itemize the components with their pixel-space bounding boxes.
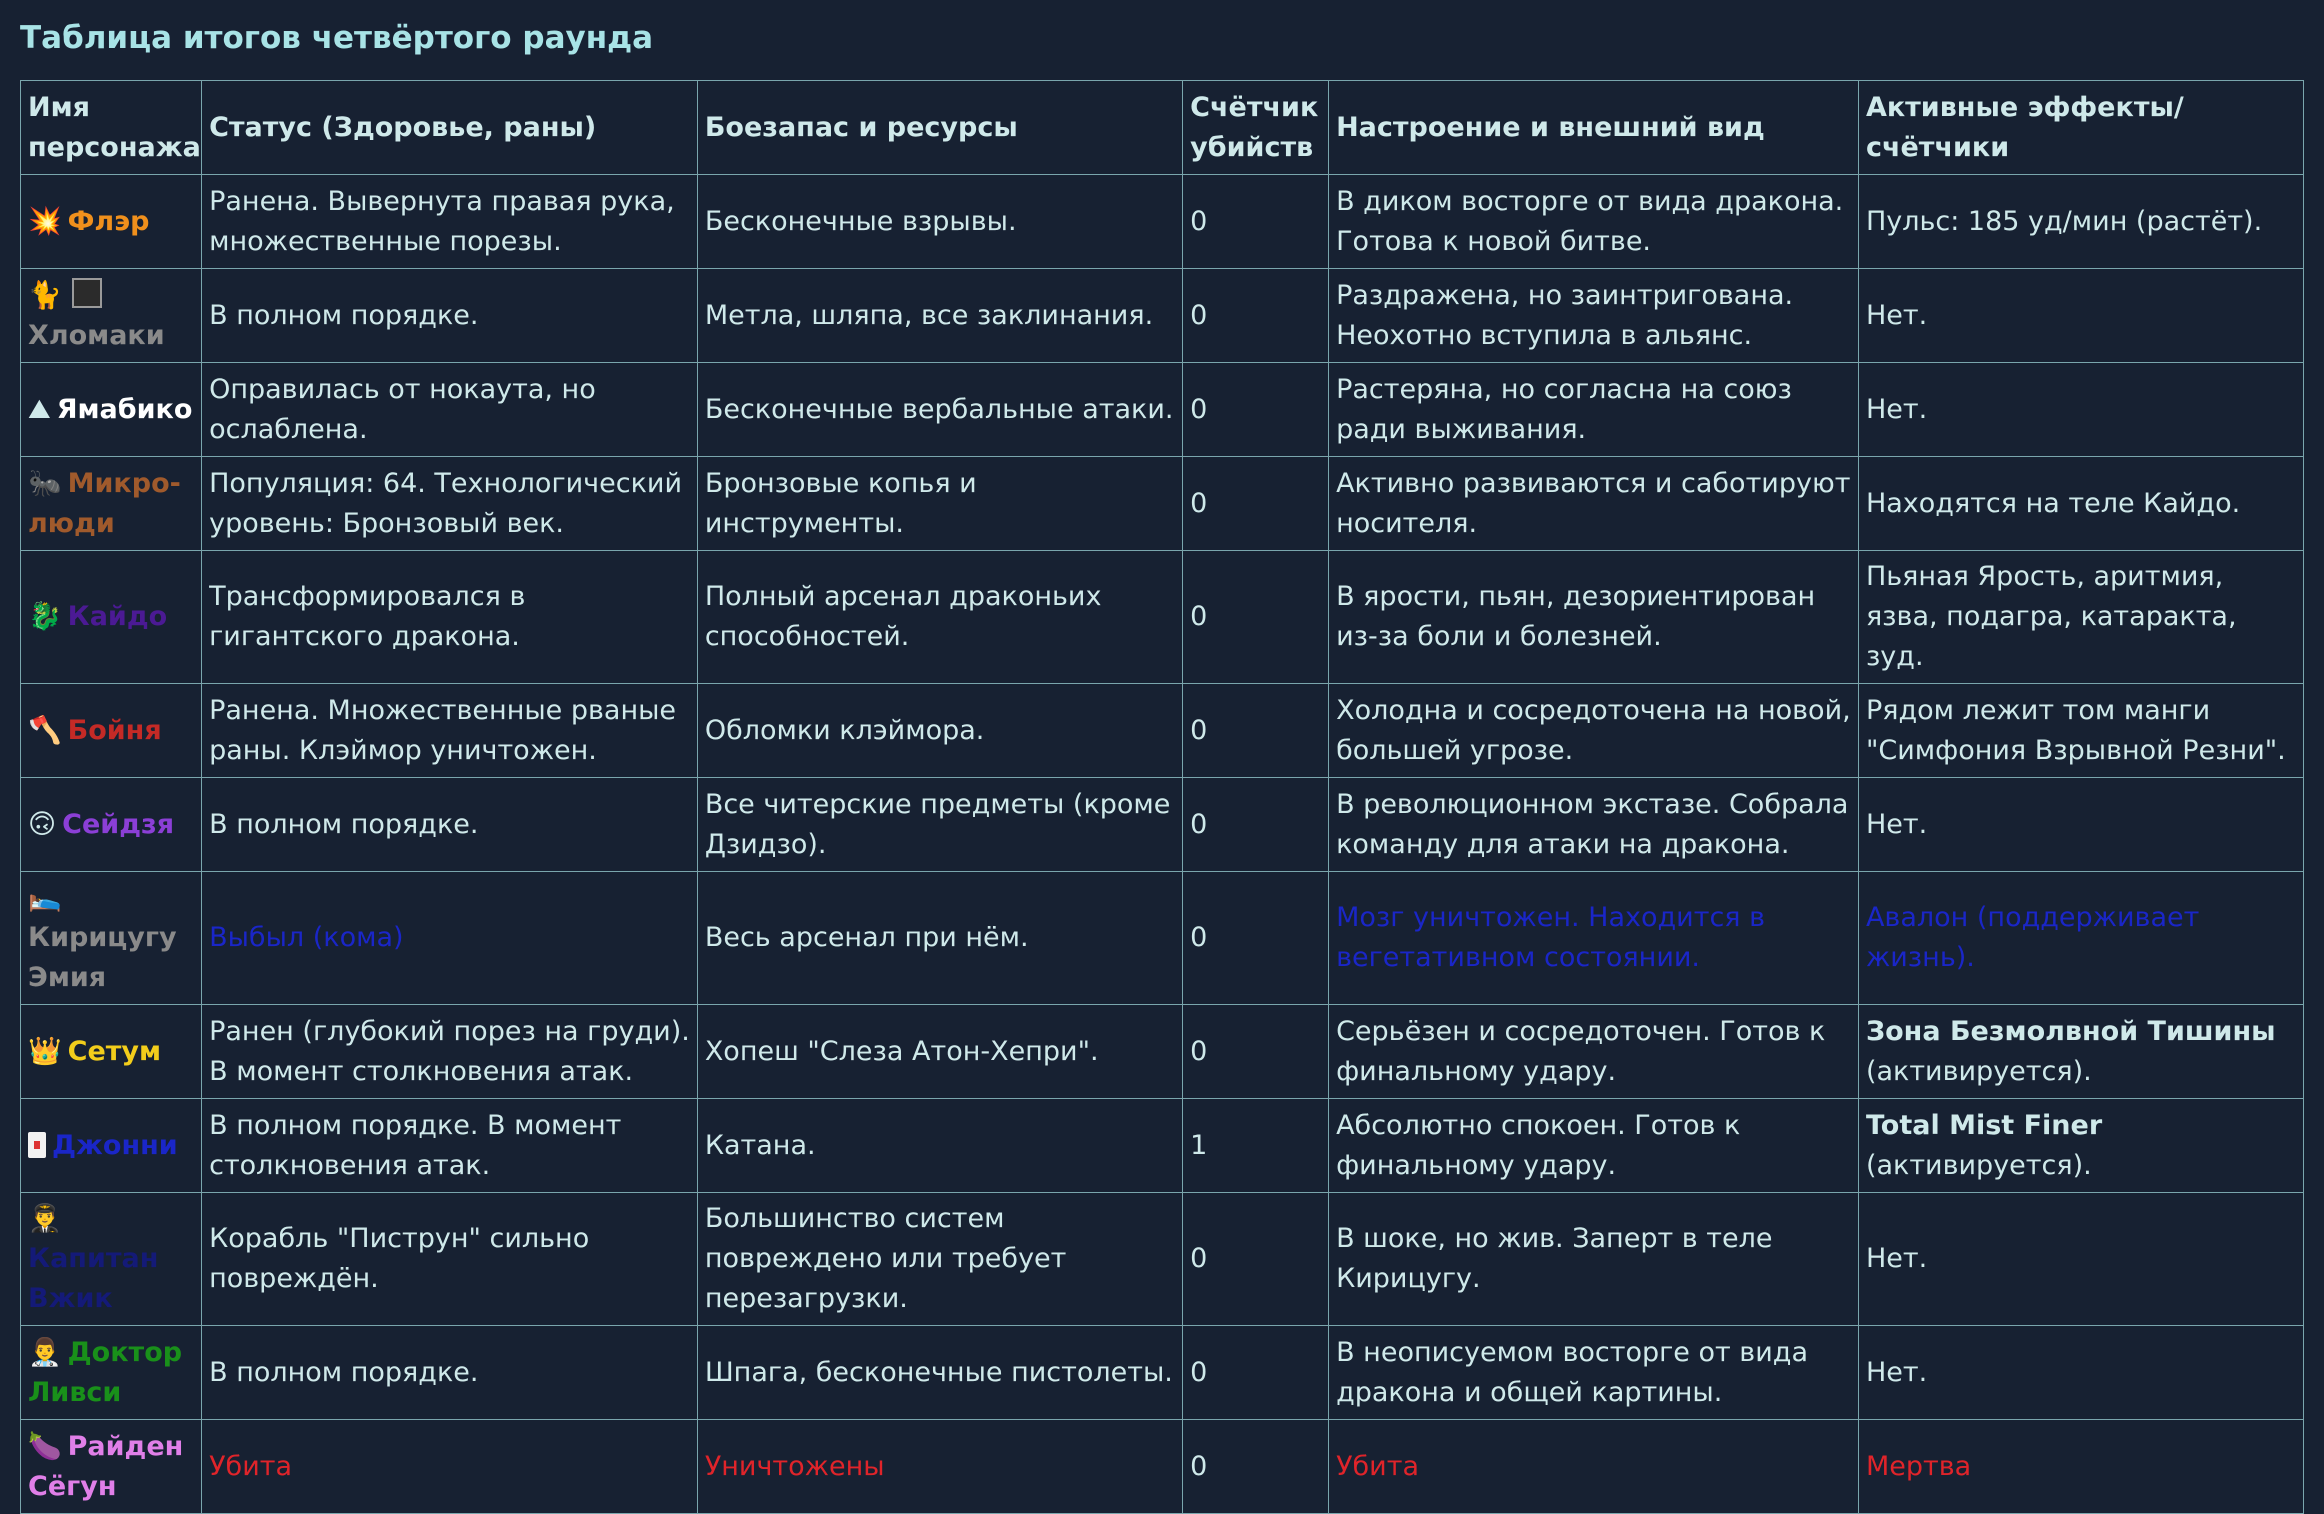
- crown-icon: 👑: [28, 1035, 62, 1067]
- table-row: [21, 684, 2304, 778]
- effect-name: Зона Безмолвной Тишины: [1865, 1015, 2276, 1047]
- table-row: [21, 778, 2304, 872]
- table-row: [21, 175, 2304, 269]
- ammo-cell: Шпага, бесконечные пистолеты.: [697, 1326, 1182, 1420]
- effects-cell: Нет.: [1858, 363, 2303, 457]
- ammo-cell: Бесконечные взрывы.: [697, 175, 1182, 269]
- kills-cell: 0: [1183, 551, 1329, 684]
- name-cell: [21, 1099, 202, 1193]
- doctor-icon: 👨‍⚕️: [28, 1336, 62, 1368]
- ammo-cell: Метла, шляпа, все заклинания.: [697, 269, 1182, 363]
- ammo-cell: Бесконечные вербальные атаки.: [697, 363, 1182, 457]
- status-cell: В полном порядке.: [202, 1326, 698, 1420]
- effects-cell: Пьяная Ярость, аритмия, язва, подагра, катаракта, зуд.: [1858, 551, 2303, 684]
- header-name: Имя персонажа: [21, 81, 202, 175]
- mood-cell: Убита: [1329, 1420, 1859, 1514]
- table-row: [21, 457, 2304, 551]
- effects-cell: Находятся на теле Кайдо.: [1858, 457, 2303, 551]
- effects-cell: [1858, 1005, 2303, 1099]
- effects-cell: Рядом лежит том манги "Симфония Взрывной Резни".: [1858, 684, 2303, 778]
- bed-icon: 🛌: [28, 882, 62, 913]
- mood-cell: В ярости, пьян, дезориентирован из-за боли и болезней.: [1329, 551, 1859, 684]
- kills-cell: 0: [1183, 1193, 1329, 1326]
- ammo-cell: Большинство систем повреждено или требует перезагрузки.: [697, 1193, 1182, 1326]
- character-name: Хломаки: [28, 319, 165, 351]
- effects-cell: Пульс: 185 уд/мин (растёт).: [1858, 175, 2303, 269]
- ammo-cell: Бронзовые копья и инструменты.: [697, 457, 1182, 551]
- name-cell: [21, 1193, 202, 1326]
- table-row: [21, 1005, 2304, 1099]
- name-cell: [21, 684, 202, 778]
- ammo-cell: Полный арсенал драконьих способностей.: [697, 551, 1182, 684]
- effects-cell: Нет.: [1858, 778, 2303, 872]
- header-status: Статус (Здоровье, раны): [202, 81, 698, 175]
- ammo-cell: Катана.: [697, 1099, 1182, 1193]
- kills-cell: 0: [1183, 1326, 1329, 1420]
- status-cell: Ранена. Вывернута правая рука, множественные порезы.: [202, 175, 698, 269]
- character-name: Капитан Вжик: [28, 1243, 159, 1314]
- axe-icon: 🪓: [28, 714, 62, 746]
- joker-card-icon: [28, 1132, 46, 1158]
- status-cell: Оправилась от нокаута, но ослаблена.: [202, 363, 698, 457]
- mood-cell: Мозг уничтожен. Находится в вегетативном состоянии.: [1329, 872, 1859, 1005]
- table-row: [21, 872, 2304, 1005]
- character-name: Райден Сёгун: [28, 1430, 184, 1502]
- header-mood: Настроение и внешний вид: [1329, 81, 1859, 175]
- character-name: Кайдо: [67, 601, 168, 632]
- ammo-cell: Все читерские предметы (кроме Дзидзо).: [697, 778, 1182, 872]
- name-cell: [21, 551, 202, 684]
- page-title: Таблица итогов четвёртого раунда: [20, 20, 654, 56]
- header-row: [21, 81, 2304, 175]
- mood-cell: Серьёзен и сосредоточен. Готов к финальному удару.: [1329, 1005, 1859, 1099]
- status-cell: В полном порядке.: [202, 269, 698, 363]
- effects-cell: Нет.: [1858, 269, 2303, 363]
- mood-cell: В революционном экстазе. Собрала команду для атаки на дракона.: [1329, 778, 1859, 872]
- mood-cell: Раздражена, но заинтригована. Неохотно вступила в альянс.: [1329, 269, 1859, 363]
- effects-cell: Нет.: [1858, 1193, 2303, 1326]
- ammo-cell: Уничтожены: [697, 1420, 1182, 1514]
- explosion-icon: 💥: [28, 205, 62, 237]
- name-cell: [21, 363, 202, 457]
- kills-cell: 0: [1183, 363, 1329, 457]
- kills-cell: 0: [1183, 457, 1329, 551]
- header-ammo: Боезапас и ресурсы: [697, 81, 1182, 175]
- ammo-cell: Обломки клэймора.: [697, 684, 1182, 778]
- status-cell: Убита: [202, 1420, 698, 1514]
- name-cell: [21, 1326, 202, 1420]
- kills-cell: 0: [1183, 778, 1329, 872]
- name-cell: [21, 1420, 202, 1514]
- status-cell: Ранена. Множественные рваные раны. Клэймор уничтожен.: [202, 684, 698, 778]
- status-cell: Популяция: 64. Технологический уровень: Бронзовый век.: [202, 457, 698, 551]
- status-cell: Трансформировался в гигантского дракона.: [202, 551, 698, 684]
- character-name: Доктор Ливси: [28, 1336, 183, 1408]
- kills-cell: 0: [1183, 1420, 1329, 1514]
- kills-cell: 0: [1183, 269, 1329, 363]
- eggplant-icon: 🍆: [28, 1430, 62, 1462]
- upside-down-face-icon: 🙃: [28, 808, 57, 840]
- kills-cell: 0: [1183, 872, 1329, 1005]
- name-cell: [21, 1005, 202, 1099]
- name-cell: [21, 457, 202, 551]
- status-cell: Ранен (глубокий порез на груди). В момент столкновения атак.: [202, 1005, 698, 1099]
- character-name: Сейдзя: [62, 808, 175, 840]
- kills-cell: 0: [1183, 175, 1329, 269]
- table-row: [21, 551, 2304, 684]
- character-name: Сетум: [67, 1035, 162, 1067]
- black-square-icon: [72, 278, 102, 308]
- kills-cell: 1: [1183, 1099, 1329, 1193]
- effect-state: (активируется).: [1865, 1055, 2092, 1087]
- character-name: Микро-люди: [28, 467, 181, 539]
- character-name: Бойня: [67, 714, 162, 746]
- status-cell: В полном порядке.: [202, 778, 698, 872]
- character-name: Джонни: [52, 1129, 178, 1161]
- ant-icon: 🐜: [28, 467, 62, 499]
- table-row: [21, 1420, 2304, 1514]
- effect-state: (активируется).: [1865, 1149, 2092, 1181]
- effects-cell: Авалон (поддерживает жизнь).: [1858, 872, 2303, 1005]
- table-row: [21, 1099, 2304, 1193]
- mood-cell: В неописуемом восторге от вида дракона и общей картины.: [1329, 1326, 1859, 1420]
- round-summary-table: [20, 80, 2304, 1514]
- name-cell: [21, 872, 202, 1005]
- character-name: Флэр: [67, 205, 150, 237]
- header-kills: Счётчик убийств: [1183, 81, 1329, 175]
- name-cell: [21, 269, 202, 363]
- effects-cell: [1858, 1099, 2303, 1193]
- kills-cell: 0: [1183, 1005, 1329, 1099]
- mood-cell: Растеряна, но согласна на союз ради выживания.: [1329, 363, 1859, 457]
- status-cell: Корабль "Пиструн" сильно повреждён.: [202, 1193, 698, 1326]
- mood-cell: В шоке, но жив. Заперт в теле Кирицугу.: [1329, 1193, 1859, 1326]
- header-effects: Активные эффекты/счётчики: [1858, 81, 2303, 175]
- status-cell: В полном порядке. В момент столкновения атак.: [202, 1099, 698, 1193]
- mood-cell: Активно развиваются и саботируют носителя.: [1329, 457, 1859, 551]
- table-row: [21, 363, 2304, 457]
- mood-cell: В диком восторге от вида дракона. Готова к новой битве.: [1329, 175, 1859, 269]
- ammo-cell: Хопеш "Слеза Атон-Хепри".: [697, 1005, 1182, 1099]
- status-cell: Выбыл (кома): [202, 872, 698, 1005]
- table-row: [21, 1193, 2304, 1326]
- effects-cell: Нет.: [1858, 1326, 2303, 1420]
- mountain-icon: ⛰: [28, 393, 51, 425]
- table-row: [21, 269, 2304, 363]
- dragon-icon: 🐉: [28, 601, 62, 632]
- cat-icon: 🐈: [28, 279, 62, 311]
- table-row: [21, 1326, 2304, 1420]
- character-name: Кирицугу Эмия: [28, 922, 177, 993]
- effects-cell: Мертва: [1858, 1420, 2303, 1514]
- kills-cell: 0: [1183, 684, 1329, 778]
- mood-cell: Холодна и сосредоточена на новой, большей угрозе.: [1329, 684, 1859, 778]
- name-cell: [21, 175, 202, 269]
- mood-cell: Абсолютно спокоен. Готов к финальному удару.: [1329, 1099, 1859, 1193]
- name-cell: [21, 778, 202, 872]
- pilot-icon: 👨‍✈️: [28, 1203, 62, 1234]
- character-name: Ямабико: [56, 393, 193, 425]
- effect-name: Total Mist Finer: [1865, 1109, 2103, 1141]
- ammo-cell: Весь арсенал при нём.: [697, 872, 1182, 1005]
